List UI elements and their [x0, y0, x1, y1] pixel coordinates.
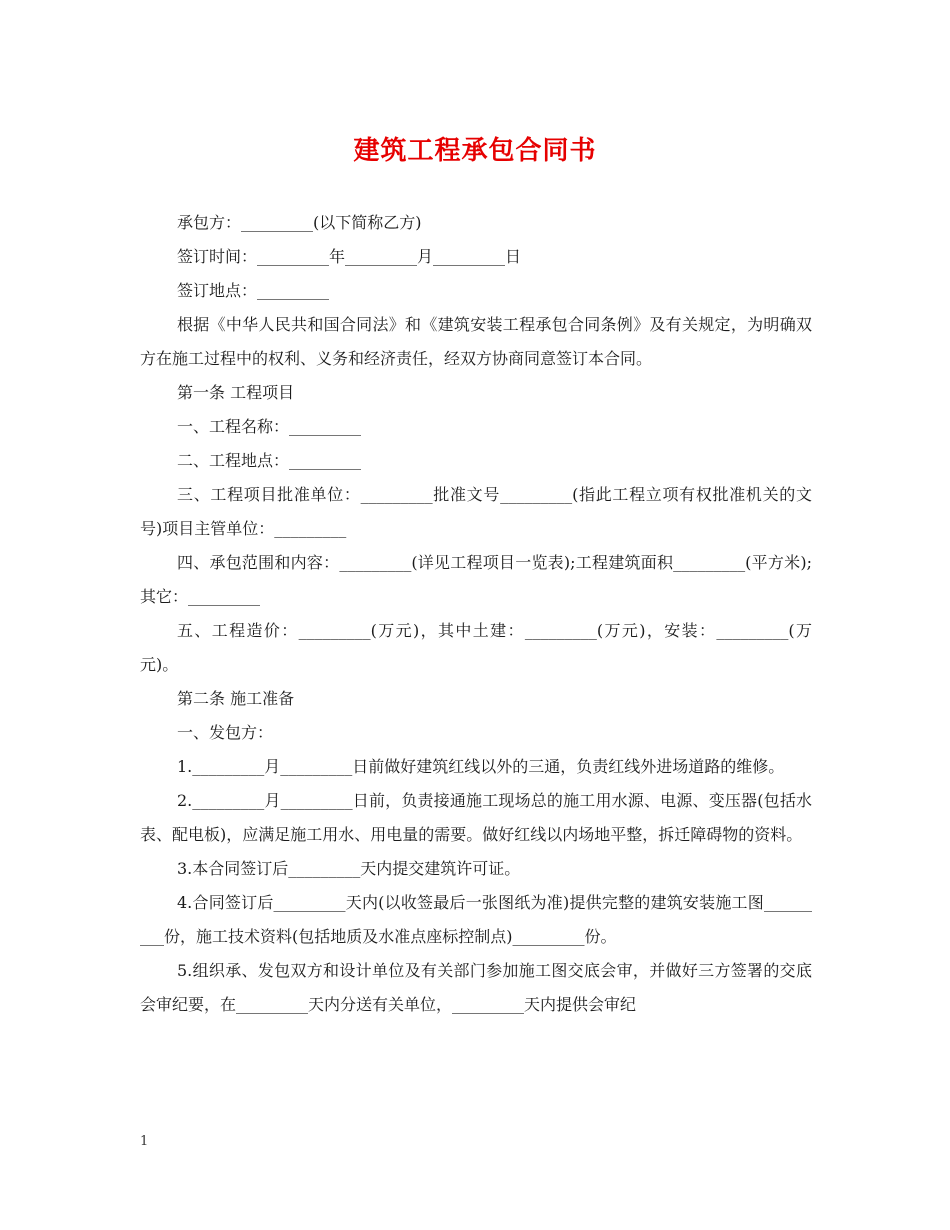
clause-item: 五、工程造价：_________(万元)，其中土建：_________(万元)，安装：_________(万元)。 — [140, 621, 812, 674]
article-heading: 第一条 工程项目 — [177, 383, 295, 402]
page-number: 1 — [140, 1134, 149, 1149]
clause-item: 3.本合同签订后_________天内提交建筑许可证。 — [177, 859, 521, 878]
article-heading: 第二条 施工准备 — [177, 689, 295, 708]
paragraph-contractor: 承包方：_________(以下简称乙方) — [177, 213, 422, 232]
clause-item: 二、工程地点：_________ — [177, 451, 362, 470]
clause-item: 一、工程名称：_________ — [177, 417, 362, 436]
clause-item: 1._________月_________日前做好建筑红线以外的三通，负责红线外进场道路的维修。 — [177, 757, 785, 776]
clause-item: 4.合同签订后_________天内(以收签最后一张图纸为准)提供完整的建筑安装施工图_________份，施工技术资料(包括地质及水准点座标控制点)_________份。 — [140, 893, 812, 946]
paragraph-sign-date: 签订时间：_________年_________月_________日 — [177, 247, 522, 266]
clause-item: 三、工程项目批准单位：_________批准文号_________(指此工程立项有权批准机关的文号)项目主管单位：_________ — [140, 485, 812, 538]
document-title: 建筑工程承包合同书 — [353, 136, 597, 166]
clause-item: 2._________月_________日前，负责接通施工现场总的施工用水源、电源、变压器(包括水表、配电板)，应满足施工用水、用电量的需要。做好红线以内场地平整，拆迁障碍物的资料。 — [140, 791, 812, 844]
clause-item: 一、发包方： — [177, 723, 274, 742]
paragraph-preamble: 根据《中华人民共和国合同法》和《建筑安装工程承包合同条例》及有关规定，为明确双方在施工过程中的权利、义务和经济责任，经双方协商同意签订本合同。 — [140, 315, 812, 368]
paragraph-sign-place: 签订地点：_________ — [177, 281, 330, 300]
clause-item: 四、承包范围和内容：_________(详见工程项目一览表);工程建筑面积_________(平方米);其它：_________ — [140, 553, 812, 606]
clause-item: 5.组织承、发包双方和设计单位及有关部门参加施工图交底会审，并做好三方签署的交底会审纪要，在_________天内分送有关单位，_________天内提供会审纪 — [140, 961, 812, 1014]
document-body — [140, 206, 812, 1022]
